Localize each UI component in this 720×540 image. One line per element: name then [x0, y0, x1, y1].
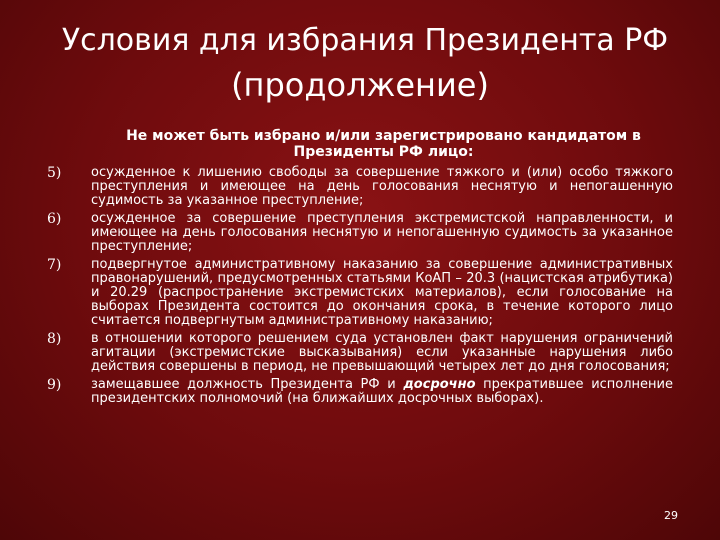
intro-text: Не может быть избрано и/или зарегистрировано кандидатом в Президенты РФ лицо:	[126, 128, 641, 160]
slide-title	[40, 22, 680, 104]
item-text: в отношении которого решением суда установлен факт нарушения ограничений агитации (экстремистские высказывания) если указанные нарушения либо действия совершены в период, не превышающий четырех лет до дня голосования;	[91, 331, 673, 374]
item-text	[91, 378, 673, 406]
title-line-1: Условия для избрания Президента РФ	[61, 23, 669, 58]
item-emphasis: досрочно	[403, 377, 476, 392]
list-item	[0, 378, 720, 406]
item-text: осужденное к лишению свободы за совершение тяжкого и (или) особо тяжкого преступления и имеющее на день голосования неснятую и непогашенную судимость за указанное преступление;	[91, 165, 673, 208]
item-number: 9)	[47, 377, 62, 393]
list-item	[0, 258, 720, 328]
page-number: 29	[664, 509, 678, 522]
item-text-after: прекратившее исполнение президентских полномочий (на ближайших досрочных выборах).	[91, 377, 673, 406]
item-number: 7)	[47, 257, 62, 273]
conditions-list	[0, 166, 720, 406]
item-number: 6)	[47, 211, 62, 227]
item-text: осужденное за совершение преступления экстремистской направленности, и имеющее на день голосования неснятую и непогашенную судимость за указанное преступление;	[91, 211, 673, 254]
item-number: 5)	[47, 165, 62, 181]
list-item	[0, 332, 720, 374]
item-text: подвергнутое административному наказанию за совершение административных правонарушений, предусмотренных статьями КоАП – 20.3 (нацистская атрибутика) и 20.29 (распространение экстремистских материалов), если голосование на выборах Президента состоится до окончания срока, в течение которого лицо считается подвергнутым административному наказанию;	[91, 257, 673, 328]
list-item	[0, 212, 720, 254]
item-number: 8)	[47, 331, 62, 347]
list-item	[0, 166, 720, 208]
title-line-2: (продолжение)	[231, 66, 489, 104]
item-text-before: замещавшее должность Президента РФ и	[91, 377, 404, 392]
